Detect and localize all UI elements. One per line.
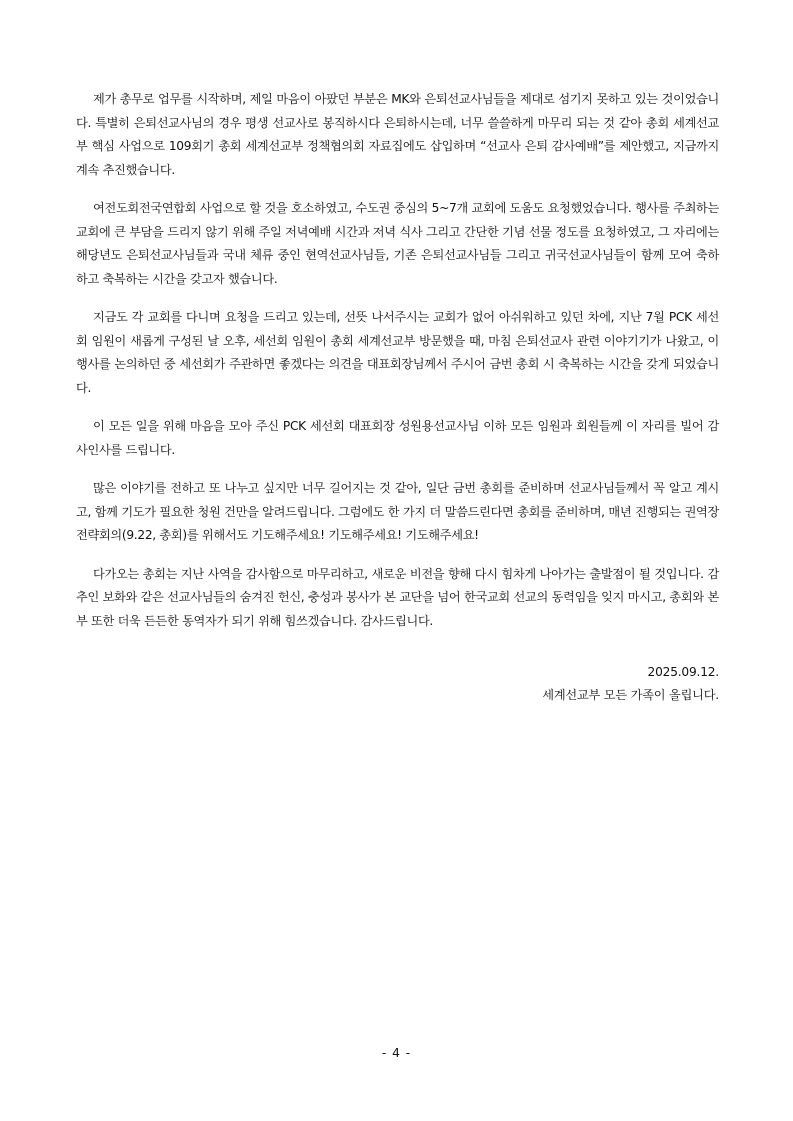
- paragraph: 다가오는 총회는 지난 사역을 감사함으로 마무리하고, 새로운 비전을 향해 다시 힘차게 나아가는 출발점이 될 것입니다. 감추인 보화와 같은 선교사님들의 숨겨진 헌신, 충성과 봉사가 본 교단을 넘어 한국교회 선교의 동력임을 잊지 마시고, 총회와 본부 또한 더욱 든든한 동역자가 되기 위해 힘쓰겠습니다. 감사드립니다.: [76, 566, 719, 628]
- paragraph: 제가 총무로 업무를 시작하며, 제일 마음이 아팠던 부분은 MK와 은퇴선교사님들을 제대로 섬기지 못하고 있는 것이었습니다. 특별히 은퇴선교사님의 경우 평생 선교사로 봉직하시다 은퇴하시는데, 너무 쓸쓸하게 마무리 되는 것 같아 총회 세계선교부 핵심 사업으로 109회기 총회 세계선교부 정책협의회 자료집에도 삽입하며 “선교사 은퇴 감사예배”를 제안했고, 지금까지 계속 추진했습니다.: [76, 92, 719, 177]
- paragraph: 여전도회전국연합회 사업으로 할 것을 호소하였고, 수도권 중심의 5~7개 교회에 도움도 요청했었습니다. 행사를 주최하는 교회에 큰 부담을 드리지 않기 위해 주일 저녁예배 시간과 저녁 식사 그리고 간단한 기념 선물 정도를 요청하였고, 그 자리에는 해당년도 은퇴선교사님들과 국내 체류 중인 현역선교사님들, 기존 은퇴선교사님들 그리고 귀국선교사님들이 함께 모여 축하하고 축복하는 시간을 갖고자 했습니다.: [76, 201, 719, 286]
- paragraph: 이 모든 일을 위해 마음을 모아 주신 PCK 세선회 대표회장 성원용선교사님 이하 모든 임원과 회원들께 이 자리를 빌어 감사인사를 드립니다.: [76, 419, 719, 457]
- paragraph: 많은 이야기를 전하고 또 나누고 싶지만 너무 길어지는 것 같아, 일단 금번 총회를 준비하며 선교사님들께서 꼭 알고 계시고, 함께 기도가 필요한 청원 건만을 알려드립니다. 그럼에도 한 가지 더 말씀드린다면 총회를 준비하며, 매년 진행되는 권역장 전략회의(9.22, 총회)를 위해서도 기도해주세요! 기도해주세요! 기도해주세요!: [76, 481, 719, 542]
- page-number: - 4 -: [381, 1046, 412, 1060]
- paragraph: 지금도 각 교회를 다니며 요청을 드리고 있는데, 선뜻 나서주시는 교회가 없어 아쉬워하고 있던 차에, 지난 7월 PCK 세선회 임원이 새롭게 구성된 날 오후, 세선회 임원이 총회 세계선교부 방문했을 때, 마침 은퇴선교사 관련 이야기기가 나왔고, 이 행사를 논의하던 중 세선회가 주관하면 좋겠다는 의견을 대표회장님께서 주시어 금번 총회 시 축복하는 시간을 갖게 되었습니다.: [76, 310, 719, 395]
- signoff-block: [542, 661, 719, 707]
- letter-body: [76, 88, 719, 648]
- signoff-date: 2025.09.12.: [647, 665, 719, 679]
- signoff-sender: 세계선교부 모든 가족이 올립니다.: [542, 688, 719, 702]
